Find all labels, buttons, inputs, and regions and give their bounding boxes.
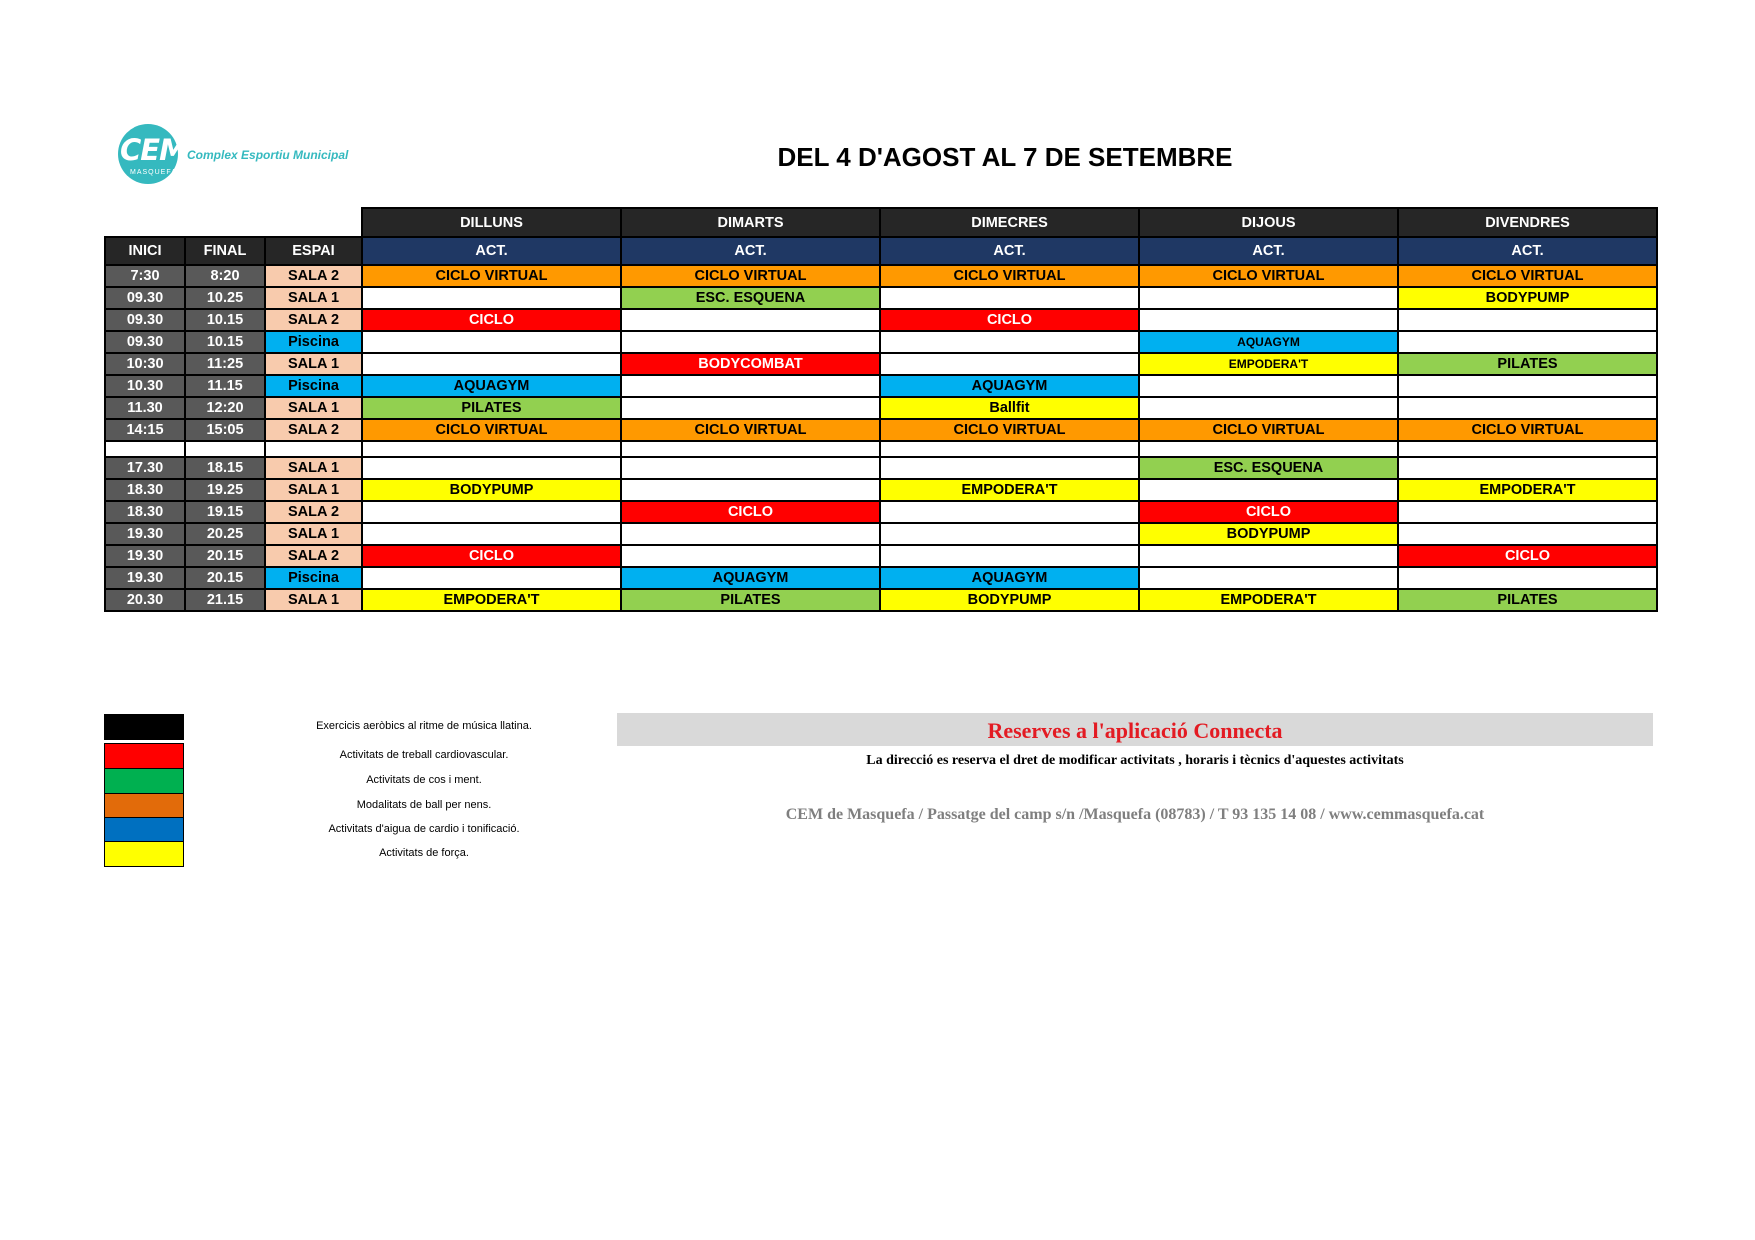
legend-swatch bbox=[104, 714, 184, 740]
empty-activity-cell bbox=[362, 441, 621, 457]
start-time: 10.30 bbox=[105, 375, 185, 397]
end-time: 21.15 bbox=[185, 589, 265, 611]
legend-label: Modalitats de ball per nens. bbox=[356, 799, 492, 811]
empty-activity-cell bbox=[362, 457, 621, 479]
start-time: 10:30 bbox=[105, 353, 185, 375]
start-time: 09.30 bbox=[105, 309, 185, 331]
col-header-act: ACT. bbox=[1398, 237, 1657, 265]
empty-activity-cell bbox=[880, 457, 1139, 479]
col-header-act: ACT. bbox=[1139, 237, 1398, 265]
end-time: 12:20 bbox=[185, 397, 265, 419]
empty-activity-cell bbox=[621, 479, 880, 501]
header-spacer bbox=[105, 208, 185, 237]
schedule-row bbox=[105, 479, 1657, 501]
empty-activity-cell bbox=[621, 441, 880, 457]
empty-activity-cell bbox=[1139, 287, 1398, 309]
start-time: 14:15 bbox=[105, 419, 185, 441]
empty-activity-cell bbox=[1398, 457, 1657, 479]
day-header-dimarts: DIMARTS bbox=[621, 208, 880, 237]
space-name: SALA 1 bbox=[265, 479, 362, 501]
empty-activity-cell bbox=[621, 545, 880, 567]
schedule-row bbox=[105, 589, 1657, 611]
activity-cell: CICLO bbox=[1139, 501, 1398, 523]
empty-activity-cell bbox=[1398, 331, 1657, 353]
end-time: 19.15 bbox=[185, 501, 265, 523]
empty-activity-cell bbox=[621, 523, 880, 545]
activity-cell: CICLO VIRTUAL bbox=[880, 419, 1139, 441]
activity-cell: CICLO bbox=[362, 545, 621, 567]
legend-label: Exercicis aeròbics al ritme de música llatina. bbox=[316, 720, 532, 732]
col-header-act: ACT. bbox=[362, 237, 621, 265]
empty-activity-cell bbox=[880, 501, 1139, 523]
end-time: 20.15 bbox=[185, 567, 265, 589]
space-name: Piscina bbox=[265, 375, 362, 397]
schedule-row bbox=[105, 287, 1657, 309]
space-name bbox=[265, 441, 362, 457]
empty-activity-cell bbox=[1398, 567, 1657, 589]
activity-cell: CICLO VIRTUAL bbox=[362, 265, 621, 287]
activity-cell: ESC. ESQUENA bbox=[621, 287, 880, 309]
end-time: 15:05 bbox=[185, 419, 265, 441]
legend-label: Activitats de cos i ment. bbox=[366, 774, 482, 786]
empty-activity-cell bbox=[621, 457, 880, 479]
activity-cell: BODYPUMP bbox=[1398, 287, 1657, 309]
start-time: 19.30 bbox=[105, 545, 185, 567]
col-header-inici: INICI bbox=[105, 237, 185, 265]
empty-activity-cell bbox=[1139, 397, 1398, 419]
activity-cell: CICLO VIRTUAL bbox=[621, 419, 880, 441]
activity-cell: CICLO bbox=[880, 309, 1139, 331]
empty-activity-cell bbox=[362, 523, 621, 545]
legend-swatch bbox=[104, 743, 184, 769]
space-name: SALA 1 bbox=[265, 353, 362, 375]
empty-activity-cell bbox=[1398, 501, 1657, 523]
space-name: SALA 1 bbox=[265, 397, 362, 419]
empty-activity-cell bbox=[1139, 441, 1398, 457]
space-name: SALA 2 bbox=[265, 501, 362, 523]
activity-cell: CICLO VIRTUAL bbox=[621, 265, 880, 287]
schedule-row bbox=[105, 545, 1657, 567]
day-header-dijous: DIJOUS bbox=[1139, 208, 1398, 237]
schedule-row bbox=[105, 567, 1657, 589]
activity-cell: PILATES bbox=[362, 397, 621, 419]
activity-cell: PILATES bbox=[621, 589, 880, 611]
space-name: SALA 2 bbox=[265, 309, 362, 331]
empty-activity-cell bbox=[880, 545, 1139, 567]
end-time: 10.25 bbox=[185, 287, 265, 309]
activity-cell: EMPODERA'T bbox=[1139, 589, 1398, 611]
space-name: Piscina bbox=[265, 331, 362, 353]
empty-activity-cell bbox=[621, 375, 880, 397]
empty-activity-cell bbox=[1398, 441, 1657, 457]
activity-cell: BODYPUMP bbox=[362, 479, 621, 501]
end-time: 18.15 bbox=[185, 457, 265, 479]
empty-activity-cell bbox=[1398, 397, 1657, 419]
disclaimer-text: La direcció es reserva el dret de modificar activitats , horaris i tècnics d'aquestes activitats bbox=[866, 753, 1404, 768]
activity-cell: PILATES bbox=[1398, 353, 1657, 375]
end-time: 11:25 bbox=[185, 353, 265, 375]
activity-cell: CICLO VIRTUAL bbox=[1139, 419, 1398, 441]
space-name: SALA 1 bbox=[265, 287, 362, 309]
empty-activity-cell bbox=[880, 523, 1139, 545]
space-name: Piscina bbox=[265, 567, 362, 589]
end-time: 20.25 bbox=[185, 523, 265, 545]
schedule-table bbox=[104, 207, 1658, 612]
column-header-row bbox=[105, 237, 1657, 265]
empty-activity-cell bbox=[1139, 479, 1398, 501]
activity-cell: BODYCOMBAT bbox=[621, 353, 880, 375]
empty-activity-cell bbox=[880, 287, 1139, 309]
activity-cell: CICLO VIRTUAL bbox=[1398, 419, 1657, 441]
header-spacer bbox=[185, 208, 265, 237]
activity-cell: EMPODERA'T bbox=[880, 479, 1139, 501]
empty-activity-cell bbox=[880, 353, 1139, 375]
empty-activity-cell bbox=[1139, 375, 1398, 397]
empty-activity-cell bbox=[880, 331, 1139, 353]
activity-cell: AQUAGYM bbox=[880, 567, 1139, 589]
activity-cell: Ballfit bbox=[880, 397, 1139, 419]
space-name: SALA 2 bbox=[265, 265, 362, 287]
start-time: 20.30 bbox=[105, 589, 185, 611]
page-title: DEL 4 D'AGOST AL 7 DE SETEMBRE bbox=[777, 142, 1233, 172]
schedule-row bbox=[105, 309, 1657, 331]
activity-cell: AQUAGYM bbox=[362, 375, 621, 397]
start-time: 11.30 bbox=[105, 397, 185, 419]
legend-label: Activitats de força. bbox=[379, 847, 469, 859]
start-time: 19.30 bbox=[105, 523, 185, 545]
space-name: SALA 2 bbox=[265, 545, 362, 567]
legend-swatch bbox=[104, 768, 184, 794]
empty-activity-cell bbox=[362, 353, 621, 375]
activity-cell: ESC. ESQUENA bbox=[1139, 457, 1398, 479]
spacer-row bbox=[105, 441, 1657, 457]
empty-activity-cell bbox=[621, 397, 880, 419]
schedule-row bbox=[105, 501, 1657, 523]
end-time: 19.25 bbox=[185, 479, 265, 501]
empty-activity-cell bbox=[1139, 545, 1398, 567]
schedule-row bbox=[105, 523, 1657, 545]
activity-cell: PILATES bbox=[1398, 589, 1657, 611]
empty-activity-cell bbox=[362, 567, 621, 589]
activity-cell: EMPODERA'T bbox=[1139, 353, 1398, 375]
activity-cell: CICLO VIRTUAL bbox=[1139, 265, 1398, 287]
day-header-dimecres: DIMECRES bbox=[880, 208, 1139, 237]
activity-cell: CICLO VIRTUAL bbox=[1398, 265, 1657, 287]
activity-cell: CICLO bbox=[621, 501, 880, 523]
start-time: 18.30 bbox=[105, 501, 185, 523]
empty-activity-cell bbox=[621, 309, 880, 331]
end-time: 8:20 bbox=[185, 265, 265, 287]
legend-swatch bbox=[104, 793, 184, 819]
day-header-row bbox=[105, 208, 1657, 237]
end-time: 11.15 bbox=[185, 375, 265, 397]
legend-label: Activitats de treball cardiovascular. bbox=[339, 749, 509, 761]
legend-swatch bbox=[104, 841, 184, 867]
day-header-dilluns: DILLUNS bbox=[362, 208, 621, 237]
legend-swatch bbox=[104, 817, 184, 843]
start-time: 18.30 bbox=[105, 479, 185, 501]
start-time: 19.30 bbox=[105, 567, 185, 589]
activity-cell: EMPODERA'T bbox=[362, 589, 621, 611]
activity-cell: CICLO bbox=[362, 309, 621, 331]
empty-activity-cell bbox=[880, 441, 1139, 457]
empty-activity-cell bbox=[1139, 567, 1398, 589]
empty-activity-cell bbox=[1139, 309, 1398, 331]
col-header-act: ACT. bbox=[880, 237, 1139, 265]
day-header-divendres: DIVENDRES bbox=[1398, 208, 1657, 237]
schedule-row bbox=[105, 265, 1657, 287]
space-name: SALA 1 bbox=[265, 457, 362, 479]
start-time: 09.30 bbox=[105, 331, 185, 353]
col-header-final: FINAL bbox=[185, 237, 265, 265]
start-time: 09.30 bbox=[105, 287, 185, 309]
activity-cell: CICLO VIRTUAL bbox=[362, 419, 621, 441]
logo-mark: CEM bbox=[120, 133, 187, 167]
header-spacer bbox=[265, 208, 362, 237]
empty-activity-cell bbox=[1398, 309, 1657, 331]
schedule-row bbox=[105, 375, 1657, 397]
end-time: 10.15 bbox=[185, 309, 265, 331]
schedule-row bbox=[105, 331, 1657, 353]
activity-cell: AQUAGYM bbox=[880, 375, 1139, 397]
empty-activity-cell bbox=[362, 331, 621, 353]
activity-cell: CICLO VIRTUAL bbox=[880, 265, 1139, 287]
activity-cell: AQUAGYM bbox=[621, 567, 880, 589]
schedule-row bbox=[105, 457, 1657, 479]
schedule-row bbox=[105, 353, 1657, 375]
end-time: 10.15 bbox=[185, 331, 265, 353]
legend-label: Activitats d'aigua de cardio i tonificació. bbox=[328, 823, 520, 835]
empty-activity-cell bbox=[1398, 523, 1657, 545]
col-header-act: ACT. bbox=[621, 237, 880, 265]
activity-cell: BODYPUMP bbox=[880, 589, 1139, 611]
schedule-row bbox=[105, 397, 1657, 419]
contact-info: CEM de Masquefa / Passatge del camp s/n /Masquefa (08783) / T 93 135 14 08 / www.cemmasquefa.cat bbox=[785, 806, 1485, 823]
logo-text: Complex Esportiu Municipal bbox=[187, 148, 349, 162]
empty-activity-cell bbox=[621, 331, 880, 353]
start-time: 7:30 bbox=[105, 265, 185, 287]
logo-sub: MASQUEFA bbox=[130, 169, 177, 176]
empty-activity-cell bbox=[362, 287, 621, 309]
cem-logo bbox=[118, 124, 378, 190]
end-time bbox=[185, 441, 265, 457]
start-time: 17.30 bbox=[105, 457, 185, 479]
activity-cell: BODYPUMP bbox=[1139, 523, 1398, 545]
reserves-banner: Reserves a l'aplicació Connecta bbox=[617, 713, 1653, 746]
space-name: SALA 1 bbox=[265, 589, 362, 611]
schedule-row bbox=[105, 419, 1657, 441]
start-time bbox=[105, 441, 185, 457]
empty-activity-cell bbox=[1398, 375, 1657, 397]
end-time: 20.15 bbox=[185, 545, 265, 567]
empty-activity-cell bbox=[362, 501, 621, 523]
activity-cell: CICLO bbox=[1398, 545, 1657, 567]
space-name: SALA 2 bbox=[265, 419, 362, 441]
space-name: SALA 1 bbox=[265, 523, 362, 545]
activity-cell: EMPODERA'T bbox=[1398, 479, 1657, 501]
activity-cell: AQUAGYM bbox=[1139, 331, 1398, 353]
col-header-espai: ESPAI bbox=[265, 237, 362, 265]
